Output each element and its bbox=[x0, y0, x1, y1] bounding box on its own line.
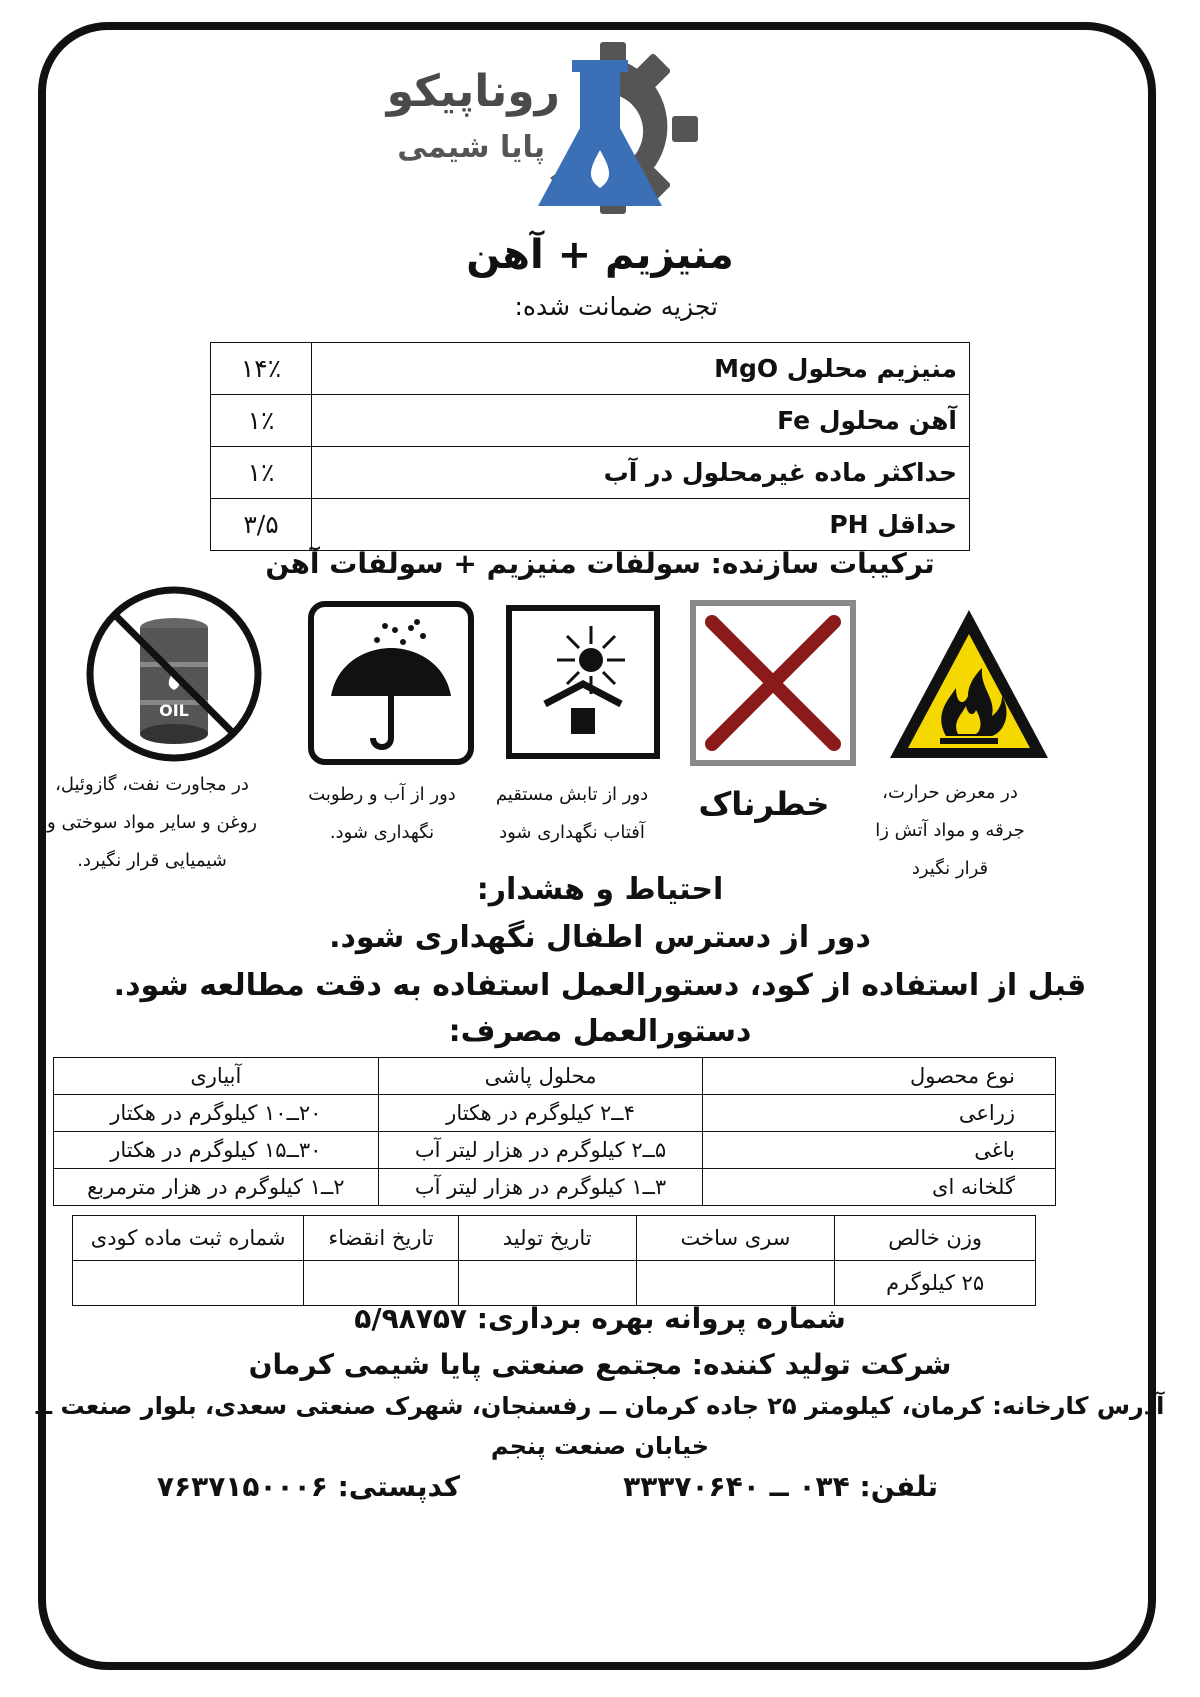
usage-row bbox=[54, 1095, 1056, 1132]
logo-subtitle: پایا شیمی bbox=[397, 130, 545, 165]
address-line-2: خیابان صنعت پنجم bbox=[490, 1432, 710, 1460]
manufacturer: شرکت تولید کننده: مجتمع صنعتی پایا شیمی کرمان bbox=[248, 1348, 952, 1381]
flammable-icon bbox=[884, 604, 1054, 764]
batch-header-cell: شماره ثبت ماده کودی bbox=[73, 1216, 304, 1261]
usage-header-cell: نوع محصول bbox=[703, 1058, 1056, 1095]
composition-label: حداقل PH bbox=[312, 499, 970, 551]
precaution-title: احتیاط و هشدار: bbox=[476, 872, 724, 907]
phone-number: تلفن: ۰۳۴ ــ ۳۳۳۷۰۶۴۰ bbox=[623, 1470, 938, 1503]
hazard-caption bbox=[32, 766, 272, 880]
usage-table bbox=[53, 1057, 1056, 1206]
usage-cell: زراعی bbox=[703, 1095, 1056, 1132]
usage-cell: ۳ــ۱ کیلوگرم در هزار لیتر آب bbox=[378, 1169, 703, 1206]
product-title: منیزیم + آهن bbox=[466, 232, 734, 278]
hazard-caption-line: قرار نگیرد bbox=[911, 858, 989, 879]
batch-header-cell: تاریخ تولید bbox=[458, 1216, 636, 1261]
ingredients-line: ترکیبات سازنده: سولفات منیزیم + سولفات آهن bbox=[265, 547, 935, 580]
usage-cell: باغی bbox=[703, 1132, 1056, 1169]
composition-label: آهن محلول Fe bbox=[312, 395, 970, 447]
hazard-caption-line: نگهداری شود. bbox=[329, 822, 435, 843]
hazard-caption-line: در معرض حرارت، bbox=[882, 782, 1018, 803]
keep-dry-umbrella-icon bbox=[307, 600, 475, 766]
harmful-x-icon bbox=[690, 600, 856, 766]
hazard-caption bbox=[850, 774, 1050, 888]
composition-value: ۱۴٪ bbox=[211, 343, 312, 395]
batch-value-cell bbox=[304, 1261, 459, 1306]
guaranteed-analysis-label: تجزیه ضمانت شده: bbox=[514, 292, 718, 321]
composition-row bbox=[211, 447, 970, 499]
hazard-caption-line: آفتاب نگهداری شود bbox=[499, 822, 645, 843]
hazard-caption-line: جرقه و مواد آتش زا bbox=[875, 820, 1025, 841]
composition-row bbox=[211, 343, 970, 395]
license-number: شماره پروانه بهره برداری: ۵/۹۸۷۵۷ bbox=[354, 1302, 846, 1335]
hazard-caption-line: دور از آب و رطوبت bbox=[308, 784, 456, 805]
gear-flask-icon bbox=[520, 38, 700, 218]
usage-cell: ۲۰ــ۱۰ کیلوگرم در هکتار bbox=[54, 1095, 379, 1132]
composition-label: منیزیم محلول MgO bbox=[312, 343, 970, 395]
hazard-caption bbox=[694, 780, 834, 828]
usage-cell: گلخانه ای bbox=[703, 1169, 1056, 1206]
batch-value-cell bbox=[73, 1261, 304, 1306]
composition-label: حداکثر ماده غیرمحلول در آب bbox=[312, 447, 970, 499]
usage-row bbox=[54, 1169, 1056, 1206]
batch-value-cell bbox=[636, 1261, 835, 1306]
logo-title: روناپیکو bbox=[386, 66, 560, 117]
usage-cell: ۳۰ــ۱۵ کیلوگرم در هکتار bbox=[54, 1132, 379, 1169]
svg-text:OIL: OIL bbox=[159, 701, 189, 720]
batch-info-table bbox=[72, 1215, 1036, 1306]
hazard-caption-line: خطرناک bbox=[698, 785, 830, 823]
hazard-caption-line: روغن و سایر مواد سوختی و bbox=[47, 812, 257, 833]
composition-row bbox=[211, 499, 970, 551]
usage-title: دستورالعمل مصرف: bbox=[448, 1014, 752, 1049]
hazard-caption bbox=[292, 776, 472, 852]
composition-value: ۱٪ bbox=[211, 395, 312, 447]
usage-header-cell: آبیاری bbox=[54, 1058, 379, 1095]
batch-header-cell: تاریخ انقضاء bbox=[304, 1216, 459, 1261]
hazard-caption bbox=[472, 776, 672, 852]
composition-row bbox=[211, 395, 970, 447]
warning-read-instructions: قبل از استفاده از کود، دستورالعمل استفاده به دقت مطالعه شود. bbox=[113, 968, 1087, 1003]
composition-table bbox=[210, 342, 970, 551]
warning-children: دور از دسترس اطفال نگهداری شود. bbox=[329, 920, 871, 955]
composition-value: ۱٪ bbox=[211, 447, 312, 499]
usage-cell: ۴ــ۲ کیلوگرم در هکتار bbox=[378, 1095, 703, 1132]
postal-code: کدپستی: ۷۶۳۷۱۵۰۰۰۶ bbox=[156, 1470, 460, 1503]
usage-header-cell: محلول پاشی bbox=[378, 1058, 703, 1095]
no-oil-drum-icon bbox=[82, 582, 266, 766]
hazard-caption-line: شیمیایی قرار نگیرد. bbox=[77, 850, 227, 871]
address-line-1: آدرس کارخانه: کرمان، کیلومتر ۲۵ جاده کرمان ــ رفسنجان، شهرک صنعتی سعدی، بلوار صنعت ــ bbox=[35, 1392, 1165, 1420]
batch-header-cell: سری ساخت bbox=[636, 1216, 835, 1261]
batch-header-cell: وزن خالص bbox=[835, 1216, 1036, 1261]
usage-cell: ۲ــ۱ کیلوگرم در هزار مترمربع bbox=[54, 1169, 379, 1206]
hazard-caption-line: در مجاورت نفت، گازوئیل، bbox=[55, 774, 249, 795]
usage-cell: ۵ــ۲ کیلوگرم در هزار لیتر آب bbox=[378, 1132, 703, 1169]
keep-from-sunlight-icon bbox=[505, 604, 661, 760]
batch-value-cell: ۲۵ کیلوگرم bbox=[835, 1261, 1036, 1306]
composition-value: ۳/۵ bbox=[211, 499, 312, 551]
usage-row bbox=[54, 1132, 1056, 1169]
hazard-caption-line: دور از تابش مستقیم bbox=[495, 784, 649, 805]
batch-value-cell bbox=[458, 1261, 636, 1306]
